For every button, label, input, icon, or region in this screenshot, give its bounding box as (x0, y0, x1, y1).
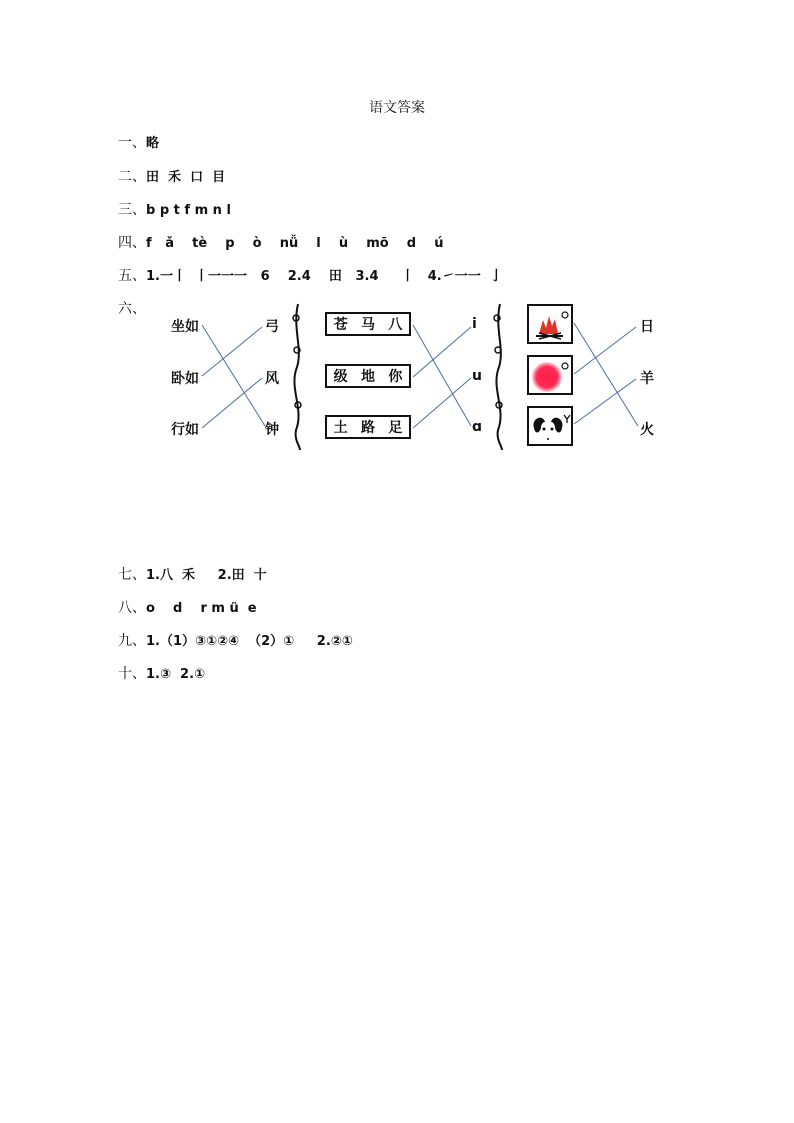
line-number: 二、 (118, 169, 146, 185)
box-char: 土 (333, 420, 348, 436)
line-number: 六、 (118, 301, 146, 317)
answer-text: 1.八 禾 2.田 十 (146, 568, 267, 583)
box-char: 路 (360, 420, 375, 436)
fire-picture (527, 304, 573, 344)
wavy-divider-2 (496, 304, 502, 450)
left-word-3: 行如 (171, 422, 199, 438)
line-number: 五、 (118, 268, 146, 284)
target-char-2: 风 (265, 371, 279, 387)
box-char: 马 (360, 317, 375, 333)
answer-line (574, 323, 638, 426)
vowel-2: u (472, 368, 482, 384)
box-char: 苍 (333, 317, 348, 333)
vowel-1: i (472, 316, 477, 332)
sheep-icon (529, 408, 571, 444)
page-title: 语文答案 (369, 100, 425, 116)
answer-line (413, 378, 471, 428)
line-number: 一、 (118, 135, 146, 151)
line-number: 四、 (118, 235, 146, 251)
box-char: 级 (333, 369, 348, 385)
right-char-3: 火 (640, 422, 654, 438)
answer-line (202, 327, 262, 376)
char-box-1 (325, 312, 411, 336)
left-word-1: 坐如 (171, 319, 199, 335)
char-box-2 (325, 364, 411, 388)
answer-text: 1.（1）③①②④ （2）① 2.②① (146, 634, 353, 649)
vowel-3: ɑ (472, 419, 483, 435)
answer-line (413, 327, 471, 377)
answer-line (574, 379, 636, 424)
answer-text: b p t f m n l (146, 203, 231, 218)
sun-picture (527, 355, 573, 395)
answer-line (574, 327, 636, 374)
answer-text: 田 禾 口 目 (146, 170, 226, 185)
char-box-3 (325, 415, 411, 439)
right-char-2: 羊 (640, 371, 654, 387)
right-char-1: 日 (640, 319, 654, 335)
box-char: 你 (388, 369, 403, 385)
line-number: 十、 (118, 666, 146, 682)
box-char: 地 (360, 369, 375, 385)
answer-text: 1.③ 2.① (146, 667, 206, 682)
box-char: 八 (388, 317, 403, 333)
line-number: 八、 (118, 600, 146, 616)
fire-icon (529, 306, 571, 342)
answer-line (202, 378, 262, 428)
target-char-3: 钟 (265, 422, 279, 438)
box-char: 足 (388, 420, 403, 436)
answer-text: o d r m ü e (146, 601, 257, 616)
sun-icon (529, 357, 571, 393)
sheep-picture (527, 406, 573, 446)
target-char-1: 弓 (265, 319, 279, 335)
answer-line (413, 325, 471, 426)
answer-text: 1.一丨 丨一一一 6 2.4 田 3.4 丨 4.㇀一一 亅 (146, 269, 503, 284)
line-number: 三、 (118, 202, 146, 218)
wavy-divider-1 (294, 304, 300, 450)
answer-line (202, 325, 265, 426)
answer-text: f ǎ tè p ò nǚ l ù mō d ú (146, 236, 444, 251)
left-word-2: 卧如 (171, 371, 199, 387)
answer-text: 略 (146, 136, 160, 151)
line-number: 七、 (118, 567, 146, 583)
line-number: 九、 (118, 633, 146, 649)
